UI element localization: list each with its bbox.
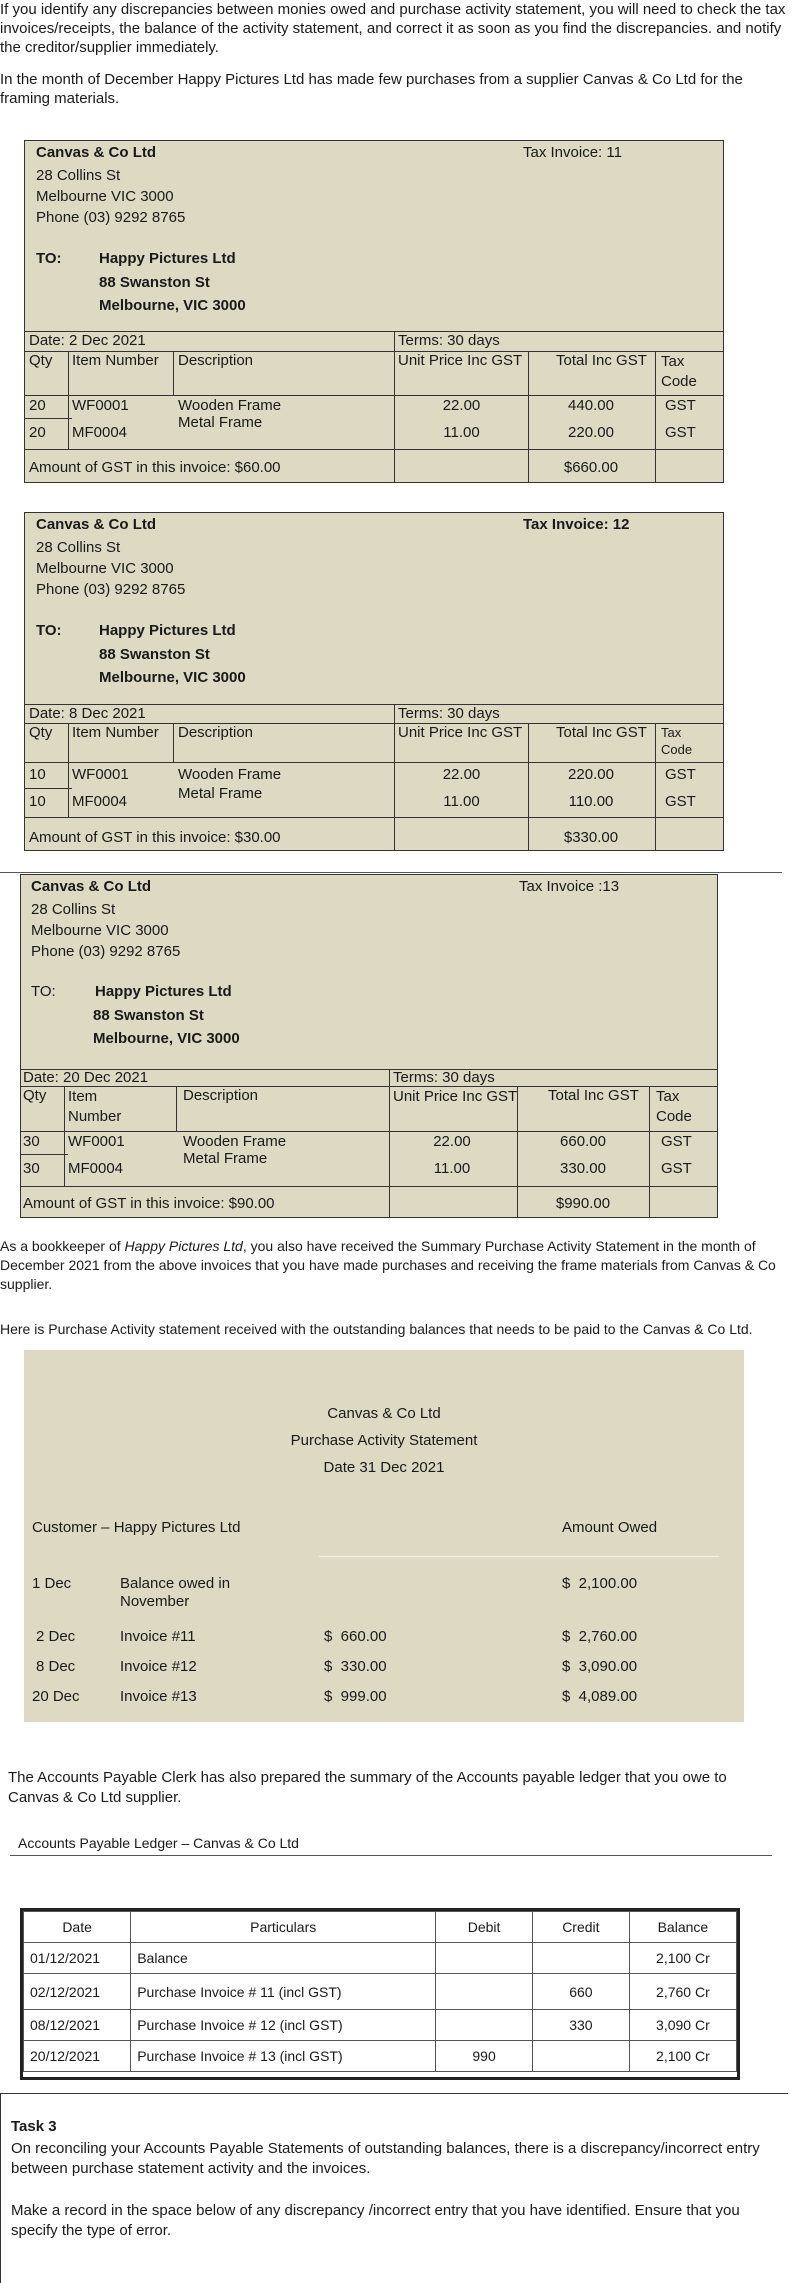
col-qty-header: Qty xyxy=(29,724,53,741)
ledger-row-4-credit xyxy=(532,2041,629,2072)
invoice-date: Date: 2 Dec 2021 xyxy=(29,332,146,349)
invoice-date: Date: 20 Dec 2021 xyxy=(23,1069,149,1086)
row-2-tax-code: GST xyxy=(661,1160,692,1177)
recipient-name: Happy Pictures Ltd xyxy=(99,622,236,639)
row-1-tax-code: GST xyxy=(661,1133,692,1150)
ledger-row-3-balance: 3,090 Cr xyxy=(629,2010,736,2041)
invoice-terms: Terms: 30 days xyxy=(398,332,500,349)
row-1-total: 440.00 xyxy=(568,397,614,414)
supplier-phone: Phone (03) 9292 8765 xyxy=(31,943,181,960)
invoice-grand-total: $990.00 xyxy=(555,1195,611,1212)
ledger-row-1-debit xyxy=(436,1943,533,1974)
row-2-description: Metal Frame xyxy=(178,785,263,802)
row-1-item: WF0001 xyxy=(72,397,129,414)
table-row xyxy=(24,1943,737,1974)
ledger-header-particulars: Particulars xyxy=(131,1912,436,1943)
intro-paragraph-2: In the month of December Happy Pictures Ltd has made few purchases from a supplier Canvas & Co Ltd for the framing materials. xyxy=(0,71,743,107)
tax-invoice-number: Tax Invoice: 11 xyxy=(523,144,622,161)
gst-amount-note: Amount of GST in this invoice: $60.00 xyxy=(29,459,281,476)
tax-invoice-12 xyxy=(24,512,724,851)
invoice-grand-total: $330.00 xyxy=(563,829,619,846)
ledger-row-2-debit xyxy=(436,1974,533,2010)
invoice-terms: Terms: 30 days xyxy=(398,705,500,722)
ledger-row-1-date: 01/12/2021 xyxy=(24,1943,131,1974)
row-4-amount: $ 999.00 xyxy=(324,1688,387,1705)
ledger-row-4-particulars: Purchase Invoice # 13 (incl GST) xyxy=(131,2041,436,2072)
ledger-header-credit: Credit xyxy=(532,1912,629,1943)
row-2-qty: 10 xyxy=(29,793,46,810)
recipient-name: Happy Pictures Ltd xyxy=(95,983,232,1000)
ledger-row-4-date: 20/12/2021 xyxy=(24,2041,131,2072)
ledger-row-1-particulars: Balance xyxy=(131,1943,436,1974)
supplier-address-2: Melbourne VIC 3000 xyxy=(36,188,174,205)
row-4-amount-owed: $ 4,089.00 xyxy=(562,1688,638,1705)
ledger-row-3-date: 08/12/2021 xyxy=(24,2010,131,2041)
ledger-header-balance: Balance xyxy=(629,1912,736,1943)
row-4-date: 20 Dec xyxy=(32,1688,80,1705)
row-2-amount-owed: $ 2,760.00 xyxy=(562,1628,638,1645)
customer-label: Customer – Happy Pictures Ltd xyxy=(32,1519,241,1536)
col-item-header: Item Number xyxy=(72,724,159,741)
recipient-address-1: 88 Swanston St xyxy=(93,1007,204,1024)
col-total-header: Total Inc GST xyxy=(556,352,647,369)
ledger-row-2-date: 02/12/2021 xyxy=(24,1974,131,2010)
tax-invoice-11 xyxy=(24,140,724,483)
ledger-table xyxy=(23,1911,737,2072)
row-2-total: 330.00 xyxy=(560,1160,606,1177)
row-1-tax-code: GST xyxy=(665,766,696,783)
supplier-name: Canvas & Co Ltd xyxy=(36,516,157,533)
row-2-date: 2 Dec xyxy=(36,1628,76,1645)
col-qty-header: Qty xyxy=(29,352,53,369)
row-1-item: WF0001 xyxy=(68,1133,125,1150)
row-1-amount-owed: $ 2,100.00 xyxy=(562,1575,638,1592)
supplier-address-2: Melbourne VIC 3000 xyxy=(36,560,174,577)
row-1-total: 660.00 xyxy=(560,1133,606,1150)
row-1-description: Wooden Frame xyxy=(178,397,282,414)
gst-amount-note: Amount of GST in this invoice: $30.00 xyxy=(29,829,281,846)
to-label: TO: xyxy=(36,250,62,267)
ledger-row-3-credit: 330 xyxy=(532,2010,629,2041)
ledger-row-4-balance: 2,100 Cr xyxy=(629,2041,736,2072)
row-1-qty: 20 xyxy=(29,397,46,414)
ledger-row-3-debit xyxy=(436,2010,533,2041)
col-tax-code-header: Tax Code xyxy=(656,1088,692,1125)
row-2-amount: $ 660.00 xyxy=(324,1628,387,1645)
row-1-description: Balance owed in November xyxy=(120,1575,231,1610)
row-1-description: Wooden Frame xyxy=(178,766,282,783)
row-3-amount-owed: $ 3,090.00 xyxy=(562,1658,638,1675)
row-3-amount: $ 330.00 xyxy=(324,1658,387,1675)
row-1-total: 220.00 xyxy=(568,766,614,783)
bookkeeper-paragraph: As a bookkeeper of Happy Pictures Ltd, you also have received the Summary Purchase Activity Statement in the month of December 2021 from the above invoices that you have made purchases and receiving the frame materials from Canvas & Co supplier. xyxy=(0,1238,776,1292)
table-row xyxy=(24,2041,737,2072)
row-1-unit-price: 22.00 xyxy=(442,397,481,414)
task-3-heading: Task 3 xyxy=(11,2118,57,2135)
row-2-total: 220.00 xyxy=(568,424,614,441)
recipient-address-1: 88 Swanston St xyxy=(99,274,210,291)
row-2-total: 110.00 xyxy=(568,793,614,810)
row-1-qty: 10 xyxy=(29,766,46,783)
tax-invoice-13 xyxy=(20,874,718,1218)
row-2-unit-price: 11.00 xyxy=(443,793,480,810)
row-2-description: Metal Frame xyxy=(183,1150,268,1167)
col-tax-code-header: Tax Code xyxy=(661,353,697,390)
supplier-address-2: Melbourne VIC 3000 xyxy=(31,922,169,939)
ledger-intro-paragraph: The Accounts Payable Clerk has also prepared the summary of the Accounts payable ledger that you owe to Canvas & Co Ltd supplier. xyxy=(8,1769,727,1806)
row-1-description: Wooden Frame xyxy=(183,1133,287,1150)
col-unit-price-header: Unit Price Inc GST xyxy=(398,352,523,369)
ledger-row-1-credit xyxy=(532,1943,629,1974)
tax-invoice-number: Tax Invoice: 12 xyxy=(523,516,630,533)
statement-intro-paragraph: Here is Purchase Activity statement received with the outstanding balances that needs to be paid to the Canvas & Co Ltd. xyxy=(0,1321,753,1337)
col-qty-header: Qty xyxy=(23,1087,47,1104)
to-label: TO: xyxy=(31,983,56,1000)
task-3-instruction-2: Make a record in the space below of any discrepancy /incorrect entry that you have identified. Ensure that you specify the type of error. xyxy=(11,2202,740,2239)
invoice-date: Date: 8 Dec 2021 xyxy=(29,705,146,722)
ledger-row-2-particulars: Purchase Invoice # 11 (incl GST) xyxy=(131,1974,436,2010)
ledger-row-1-balance: 2,100 Cr xyxy=(629,1943,736,1974)
col-tax-code-header: Tax Code xyxy=(661,725,693,757)
gst-amount-note: Amount of GST in this invoice: $90.00 xyxy=(23,1195,275,1212)
recipient-address-2: Melbourne, VIC 3000 xyxy=(99,669,246,686)
col-item-header: Item Number xyxy=(68,1088,122,1125)
statement-subtitle: Purchase Activity Statement xyxy=(290,1432,478,1449)
intro-paragraph-1: If you identify any discrepancies between monies owed and purchase activity statement, you will need to check the tax invoices/receipts, the balance of the activity statement, and correct it as soon as you find the discrepancies. and notify the creditor/supplier immediately. xyxy=(0,1,786,56)
supplier-address-1: 28 Collins St xyxy=(36,167,121,184)
ledger-row-2-balance: 2,760 Cr xyxy=(629,1974,736,2010)
row-2-tax-code: GST xyxy=(665,424,696,441)
supplier-address-1: 28 Collins St xyxy=(36,539,121,556)
row-3-description: Invoice #12 xyxy=(120,1658,197,1675)
task-3-instruction-1: On reconciling your Accounts Payable Statements of outstanding balances, there is a discrepancy/incorrect entry between purchase statement activity and the invoices. xyxy=(11,2140,760,2177)
statement-date: Date 31 Dec 2021 xyxy=(323,1459,445,1476)
col-item-header: Item Number xyxy=(72,352,159,369)
col-description-header: Description xyxy=(183,1087,259,1104)
recipient-address-2: Melbourne, VIC 3000 xyxy=(93,1030,240,1047)
invoice-grand-total: $660.00 xyxy=(563,459,619,476)
col-total-header: Total Inc GST xyxy=(556,724,647,741)
supplier-name: Canvas & Co Ltd xyxy=(36,144,157,161)
row-1-unit-price: 22.00 xyxy=(442,766,481,783)
col-unit-price-header: Unit Price Inc GST xyxy=(398,724,523,741)
recipient-address-2: Melbourne, VIC 3000 xyxy=(99,297,246,314)
row-2-qty: 30 xyxy=(23,1160,40,1177)
row-2-qty: 20 xyxy=(29,424,46,441)
task-3-box xyxy=(0,2093,788,2283)
purchase-activity-statement xyxy=(24,1350,744,1722)
row-4-description: Invoice #13 xyxy=(120,1688,197,1705)
row-1-tax-code: GST xyxy=(665,397,696,414)
ledger-row-3-particulars: Purchase Invoice # 12 (incl GST) xyxy=(131,2010,436,2041)
col-description-header: Description xyxy=(178,724,254,741)
row-3-date: 8 Dec xyxy=(36,1658,76,1675)
ledger-header-date: Date xyxy=(24,1912,131,1943)
tax-invoice-number: Tax Invoice :13 xyxy=(519,878,620,895)
row-1-qty: 30 xyxy=(23,1133,40,1150)
row-2-unit-price: 11.00 xyxy=(433,1160,471,1177)
row-2-item: MF0004 xyxy=(72,424,128,441)
row-1-item: WF0001 xyxy=(72,766,129,783)
row-1-date: 1 Dec xyxy=(32,1575,72,1592)
ledger-row-4-debit: 990 xyxy=(436,2041,533,2072)
statement-title: Canvas & Co Ltd xyxy=(327,1405,441,1422)
row-2-tax-code: GST xyxy=(665,793,696,810)
supplier-phone: Phone (03) 9292 8765 xyxy=(36,581,186,598)
table-row xyxy=(24,2010,737,2041)
recipient-address-1: 88 Swanston St xyxy=(99,646,210,663)
row-2-description: Invoice #11 xyxy=(120,1628,196,1645)
supplier-name: Canvas & Co Ltd xyxy=(31,878,152,895)
ledger-row-2-credit: 660 xyxy=(532,1974,629,2010)
amount-owed-header: Amount Owed xyxy=(562,1519,658,1536)
recipient-name: Happy Pictures Ltd xyxy=(99,250,236,267)
company-name-italic: Happy Pictures Ltd xyxy=(124,1238,243,1254)
col-description-header: Description xyxy=(178,352,254,369)
to-label: TO: xyxy=(36,622,62,639)
ledger-title-rule xyxy=(10,1855,772,1856)
row-1-unit-price: 22.00 xyxy=(433,1133,471,1150)
row-2-item: MF0004 xyxy=(68,1160,124,1177)
row-2-item: MF0004 xyxy=(72,793,128,810)
section-divider xyxy=(0,872,782,873)
col-unit-price-header: Unit Price Inc GST xyxy=(393,1088,518,1105)
invoice-terms: Terms: 30 days xyxy=(393,1069,495,1086)
col-total-header: Total Inc GST xyxy=(548,1087,639,1104)
supplier-phone: Phone (03) 9292 8765 xyxy=(36,209,186,226)
ledger-header-debit: Debit xyxy=(436,1912,533,1943)
row-2-unit-price: 11.00 xyxy=(443,424,480,441)
row-2-description: Metal Frame xyxy=(178,414,263,431)
table-row xyxy=(24,1974,737,2010)
ledger-title: Accounts Payable Ledger – Canvas & Co Ltd xyxy=(18,1835,299,1851)
accounts-payable-ledger xyxy=(20,1908,740,2080)
supplier-address-1: 28 Collins St xyxy=(31,901,116,918)
